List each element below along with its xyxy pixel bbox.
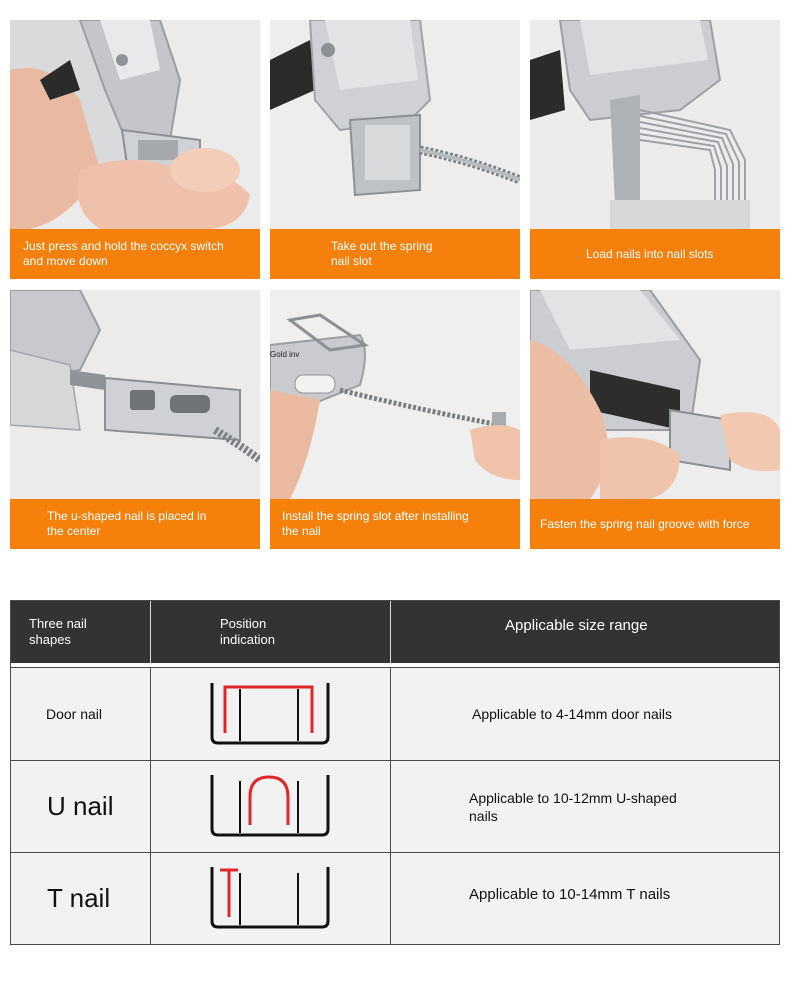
table-row-u-nail-name: U nail: [47, 791, 114, 821]
photo-overlay-label: Gold inv: [270, 350, 300, 359]
table-row-door-nail-range: Applicable to 4-14mm door nails: [472, 706, 672, 722]
step-caption: Load nails into nail slots: [586, 246, 714, 261]
step-caption: Install the spring slot after installing the nail: [282, 509, 469, 538]
header-nail-shapes: Three nail shapes: [29, 616, 87, 647]
column-divider: [150, 668, 151, 944]
step-caption-band: [530, 229, 780, 279]
table-row-u-nail-range: Applicable to 10-12mm U-shaped nails: [469, 789, 677, 824]
step-photo-load-nails: [530, 20, 780, 229]
step-card-3: [530, 20, 780, 279]
header-divider: [390, 601, 391, 663]
step-photo-fasten-groove: [530, 290, 780, 499]
header-size-range: Applicable size range: [505, 617, 648, 634]
table-row-t-nail-range: Applicable to 10-14mm T nails: [469, 885, 671, 903]
step-card-6: [530, 290, 780, 549]
nail-shapes-table: [10, 600, 780, 945]
table-row-door-nail-name: Door nail: [46, 706, 103, 722]
step-caption-band: [10, 229, 260, 279]
step-caption: Fasten the spring nail groove with force: [540, 516, 750, 531]
step-caption: The u-shaped nail is placed in the center: [47, 509, 207, 538]
table-row-t-nail-name: T nail: [47, 883, 111, 913]
u-nail-position-diagram: [208, 773, 333, 841]
step-photo-u-nail-center: [10, 290, 260, 499]
step-caption: Take out the spring nail slot: [331, 239, 433, 268]
step-caption-band: [270, 229, 520, 279]
step-photo-press-switch: [10, 20, 260, 229]
table-header-row: [11, 601, 779, 663]
step-photo-take-out-slot: [270, 20, 520, 229]
step-card-1: [10, 20, 260, 279]
header-position-indication: Position indication: [220, 616, 275, 647]
step-card-2: [270, 20, 520, 279]
header-divider: [150, 601, 151, 663]
step-caption-band: [530, 499, 780, 549]
step-card-5: [270, 290, 520, 549]
step-caption: Just press and hold the coccyx switch and move down: [23, 239, 224, 268]
step-photo-install-slot: [270, 290, 520, 499]
column-divider: [390, 668, 391, 944]
door-nail-position-diagram: [208, 681, 333, 749]
step-caption-band: [10, 499, 260, 549]
t-nail-position-diagram: [208, 865, 333, 933]
step-card-4: [10, 290, 260, 549]
step-caption-band: [270, 499, 520, 549]
